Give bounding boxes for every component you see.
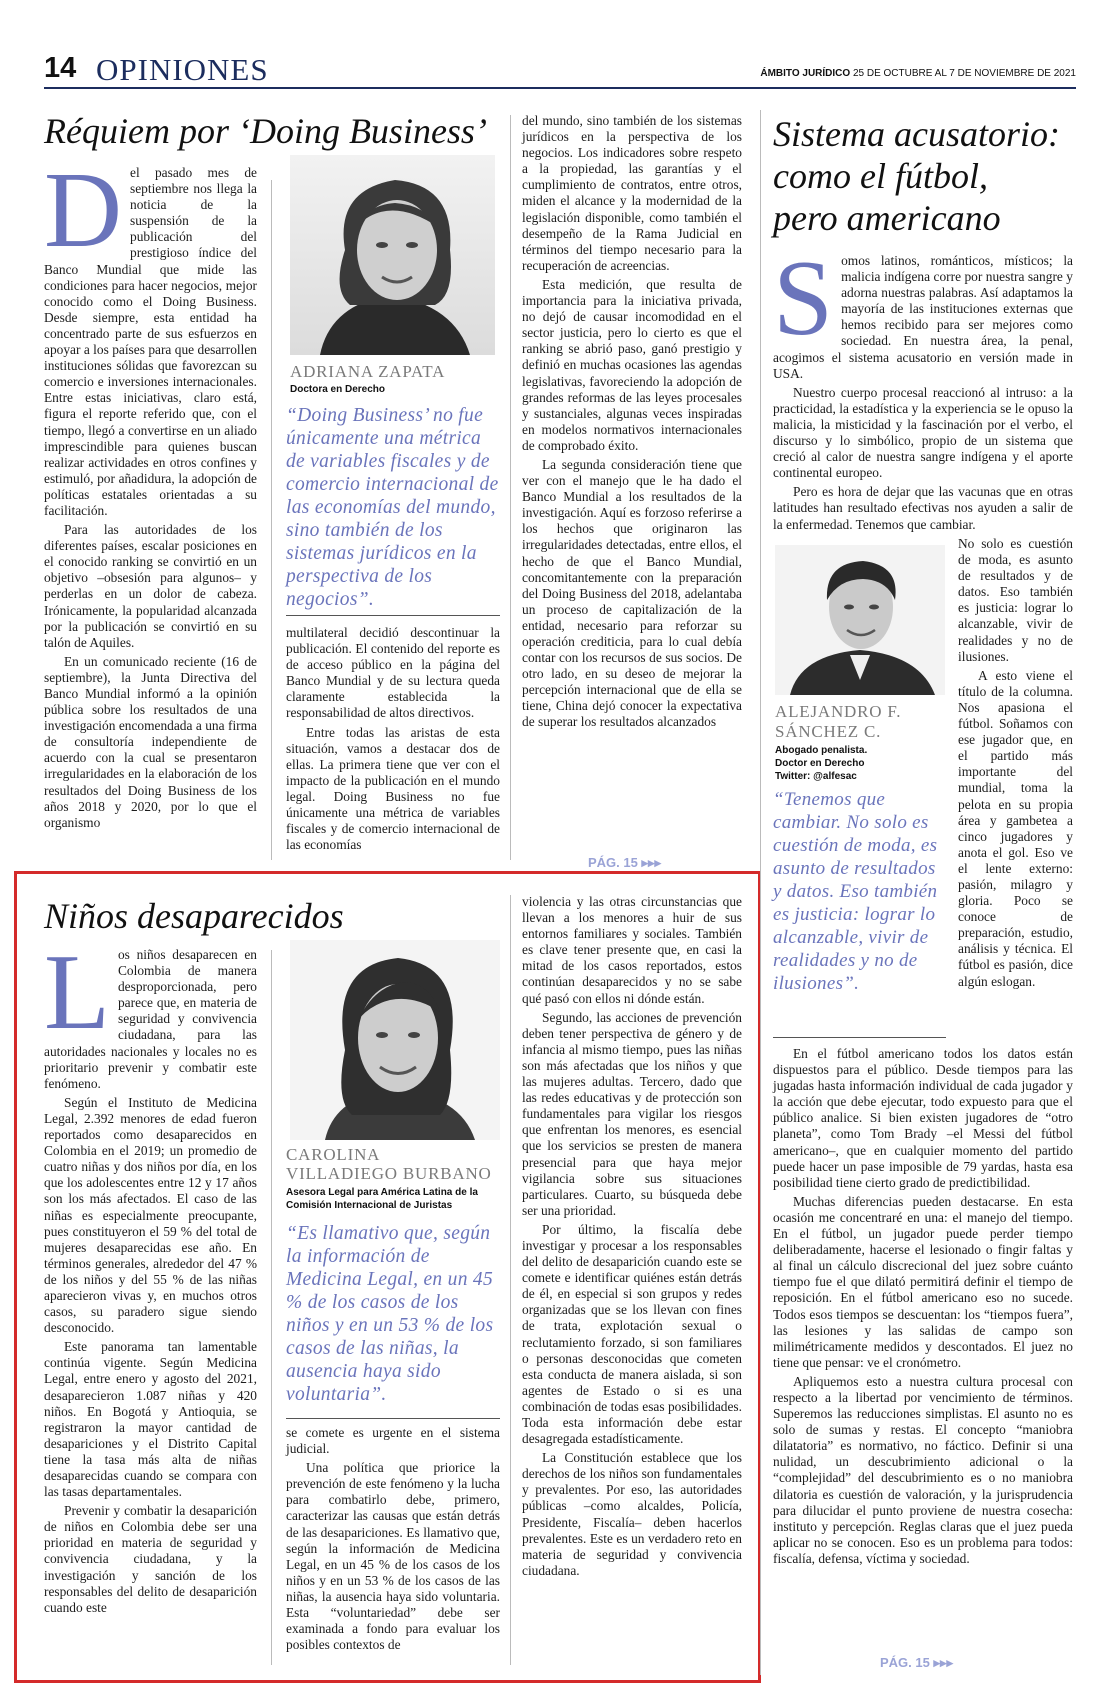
article2-col3: [522, 894, 742, 1582]
article3-title-line2: como el fútbol,: [773, 156, 988, 196]
article1-paragraph: La segunda consideración tiene que ver con el manejo que le ha dado el Banco Mundial a los resultados de la investigación. Aquí es forzoso referirse a los hechos que originaron las irregularidades detectadas, entre ellos, el hecho de que el Banco Mundial, concomitantemente con la preparación del Doing Business del 2018, adelantaba un proceso de capitalización de la entidad, necesario para reforzar su operación crediticia, para lo cual debía contar con los recursos de sus socios. De otro lado, en su deseo de mejorar la percepción internacional que de ella se tiene, China dejó conocer la expectativa de superar los resultados alcanzados: [522, 456, 742, 730]
article3-author-name-line2: SÁNCHEZ C.: [775, 722, 882, 741]
quote-rule: [286, 615, 500, 616]
article3-author-role-2: Doctor en Derecho: [775, 758, 865, 769]
column-divider: [760, 110, 761, 1675]
header-rule: [44, 87, 1076, 89]
article1-dropcap: D: [44, 151, 122, 270]
article1-title: Réquiem por ‘Doing Business’: [44, 111, 487, 151]
article3-author-name-line1: ALEJANDRO F.: [775, 702, 902, 721]
column-divider: [510, 115, 511, 860]
article2-author-role: Asesora Legal para América Latina de la Comisión Internacional de Juristas: [286, 1187, 478, 1211]
article2-paragraph: Prevenir y combatir la desaparición de niños en Colombia debe ser una prioridad en materia de seguridad y convivencia ciudadana, y la investigación y sanción de los responsables del delito de desaparición cuando este: [44, 1503, 257, 1615]
article2-paragraph: Por último, la fiscalía debe investigar y procesar a los responsables del delito de desaparición cuando este se comete e identificar quiénes están detrás de él, en especial si son grupos y redes organizadas que se los llevan con fines de trata, explotación sexual o reclutamiento forzado, si son familiares o personas desconocidas que cometen esta conducta de manera aislada, si son agentes de Estado o si es una combinación de todas esas posibilidades. Toda esta información debe estar desagregada estadísticamente.: [522, 1221, 742, 1447]
quote-rule: [286, 1418, 500, 1419]
article2-author-name-line1: CAROLINA: [286, 1145, 381, 1164]
article3-pull-quote: “Tenemos que cambiar. No solo es cuestión de moda, es asunto de resultados y datos. Eso también es justicia: lograr lo alcanzable, vivir de realidades y no de ilusiones”.: [773, 789, 938, 994]
article3-dropcap: S: [773, 239, 834, 358]
article1-paragraph: del mundo, sino también de los sistemas jurídicos en la perspectiva de los negocios. Los indicadores sobre respeto a la propiedad, las garantías y el cumplimiento de contratos, entre otros, miden el alcance y la modernidad de la legislación disponible, como también el desempeño de la Rama Judicial en términos del tiempo necesario para la recuperación de acreencias.: [522, 113, 742, 273]
article3-paragraph: No solo es cuestión de moda, es asunto de resultados y de datos. Eso también es justicia: lograr lo alcanzable, vivir de realidades y no de ilusiones.: [958, 536, 1073, 664]
article1-paragraph: Para las autoridades de los diferentes países, escalar posiciones en el conocido ranking se convirtió en un objetivo –obsesión para algunos– y perderlas en un dolor de cabeza. Irónicamente, la popularidad alcanzada por la publicación se convirtió en su talón de Aquiles.: [44, 522, 257, 650]
article3-title: [773, 113, 1083, 239]
article3-title-line3: pero americano: [773, 198, 1001, 238]
column-divider: [271, 950, 272, 1665]
article2-paragraph: violencia y las otras circunstancias que llevan a los menores a huir de sus entornos familiares y sociales. También es clave tener presente que, en casi la mitad de los casos reportados, estos continúan desaparecidos y no se sabe qué pasó con ellos ni dónde están.: [522, 894, 742, 1006]
article1-paragraph: Esta medición, que resulta de importancia para la iniciativa privada, no dejó de causar incomodidad en el sector justicia, pero lo cierto es que el ranking se abrió paso, ganó prestigio y definió en muchas ocasiones las agendas legislativas, favoreciendo la adopción de grandes reformas de las leyes procesales y sustanciales, algunas veces inspiradas en modelos normativos internacionales de comprobado éxito.: [522, 276, 742, 453]
article3-intro: [773, 239, 1073, 536]
article2-col2: [286, 1425, 500, 1656]
article2-paragraph: Una política que priorice la prevención de este fenómeno y la lucha para combatirlo debe, primero, caracterizar las causas que están detrás de las desapariciones. Es llamativo que, según la información de Medicina Legal, en un 45 % de los casos de los niños y en un 53 % de los casos de las niñas, la ausencia haya sido voluntaria. Esta “voluntariedad” debe ser examinada a fondo para evaluar los posibles contextos de: [286, 1460, 500, 1653]
article1-col1: [44, 151, 257, 834]
column-divider: [510, 895, 511, 1665]
article1-author-role: Doctora en Derecho: [290, 384, 386, 395]
issue-dates: 25 DE OCTUBRE AL 7 DE NOVIEMBRE DE 2021: [852, 68, 1076, 79]
article3-paragraph: omos latinos, románticos, místicos; la malicia indígena corre por nuestra sangre y adorna nuestras palabras. Así adaptamos la mayoría de las instituciones externas que hemos recibido para ser mejores como sociedad. En nuestra área, la penal, acogimos el sistema acusatorio en versión made in USA.: [773, 253, 1073, 381]
article3-paragraph: A esto viene el título de la columna. Nos apasiona el fútbol. Soñamos con ese jugador que, en el partido más importante del mundial, toma la pelota en su propia área y gambetea a cinco jugadores y anota el gol. Eso ve el lente externo: pasión, milagro y gloria. Poco se conoce de preparación, estudio, análisis y técnica. El fútbol es pasión, dice algún eslogan.: [958, 667, 1073, 989]
article3-paragraph: En el fútbol americano todos los datos están dispuestos para el público. Desde tiempos para las jugadas hasta información individual de cada jugador y la acción que debe ejecutar, todo expuesto para que el público analice. Si bien existen jugadores de “otro planeta”, como Tom Brady –el Messi del fútbol americano–, que en cualquier momento del partido puede hacer un pase imposible de 79 yardas, hasta esa posibilidad tiene cierto grado de predictibilidad.: [773, 1046, 1073, 1190]
article2-title: Niños desaparecidos: [44, 896, 344, 936]
article1-paragraph: En un comunicado reciente (16 de septiembre), la Junta Directiva del Banco Mundial informó a la opinión pública sobre los resultados de una investigación encomendada a una firma de consultoría independiente de acuerdo con la cual se presentaron irregularidades en la elaboración de los resultados del Doing Business de los años 2018 y 2020, por lo que el organismo: [44, 653, 257, 830]
article2-dropcap: L: [44, 933, 110, 1052]
article2-paragraph: La Constitución establece que los derechos de los niños son fundamentales y prevalentes. Por eso, las autoridades públicas –como alcaldes, Policía, Presidente, Fiscalía– deben hacerlos prevalentes. Este es un verdadero reto en materia de seguridad y convivencia ciudadana.: [522, 1450, 742, 1578]
page-number: 14: [44, 52, 77, 84]
article2-col1: [44, 933, 257, 1619]
article3-paragraph: Nuestro cuerpo procesal reaccionó al intruso: a la practicidad, la estadística y la experiencia se le opuso la malicia, la misticidad y la fascinación por el verbo, el discurso y lo simbólico, propio de un sistema que creció al calor de nuestra sangre indígena y el aporte continental europeo.: [773, 384, 1073, 481]
masthead: [760, 68, 1076, 79]
publication-name: ÁMBITO JURÍDICO: [760, 68, 851, 79]
article2-pull-quote: “Es llamativo que, según la información de Medicina Legal, en un 45 % de los casos de los niños y en un 53 % de los casos de las niñas, la ausencia haya sido voluntaria”.: [286, 1223, 494, 1405]
article2-paragraph: Segundo, las acciones de prevención deben tener perspectiva de género y de infancia al mismo tiempo, pues las niñas son más afectadas que los niños y que las mujeres adultas. Tercero, dado que las redes educativas y de protección son fundamentales para vigilar los riesgos que enfrentan los menores, es esencial que los servicios se presten de manera presencial para que haya mejor vigilancia sobre sus situaciones particulares. Cuarto, su búsqueda debe ser una prioridad.: [522, 1009, 742, 1218]
article2-paragraph: os niños desaparecen en Colombia de manera desproporcionada, pero parece que, en materia de seguridad y convivencia ciudadana, para las autoridades nacionales y locales no es prioritario prevenir y combatir este fenómeno.: [44, 947, 257, 1091]
article2-paragraph: Este panorama tan lamentable continúa vigente. Según Medicina Legal, entre enero y agosto del 2021, desaparecieron 1.087 niñas y 420 niños. En Bogotá y Antioquia, se registraron la mayor cantidad de desapariciones y el Distrito Capital tiene la tasa más alta de niñas desaparecidas cuando se compara con las tasas departamentales.: [44, 1339, 257, 1500]
article3-continued-link[interactable]: PÁG. 15 ▸▸▸: [880, 1655, 954, 1670]
article3-twitter-handle[interactable]: Twitter: @alfesac: [775, 771, 857, 782]
article3-paragraph: Muchas diferencias pueden destacarse. En esta ocasión me concentraré en una: el manejo del tiempo. En el fútbol, un jugador puede perder tiempo deliberadamente, hacerse el lesionado o fingir faltas y al final un cálculo discrecional del juez sobre cuánto tiempo fue el que dilató permitirá definir el tiempo de reposición. En el fútbol americano eso no sucede. Todos esos tiempos se descuentan: los “tiempos fuera”, las lesiones y las salidas de campo son milimétricamente medidos y descontados. El juez no tiene que pensar: ve el cronómetro.: [773, 1193, 1073, 1370]
article1-pull-quote: “Doing Business’ no fue únicamente una métrica de variables fiscales y de comercio internacional de las economías del mundo, sino también de los sistemas jurídicos en la perspectiva de los negocios”.: [286, 405, 499, 610]
article3-author-role-1: Abogado penalista.: [775, 745, 868, 756]
article3-paragraph: Apliquemos esto a nuestra cultura procesal con respecto a la libertad por vencimiento de términos. Superemos las reducciones simplistas. El asunto no es solo de sumas y restas. El concepto “maniobra dilatatoria” es normativo, no fáctico. Definir si una nulidad, un descubrimiento adicional o la “complejidad” del descubrimiento es o no maniobra dilatoria es cuestión de valoración, y la jurisprudencia para dilucidar el punto proviene de nuestra cosecha: instituto y percepción. Reglas claras que el juez pueda aplicar no se conocen. Eso es un problema para todos: fiscalía, defensa, víctima y sociedad.: [773, 1373, 1073, 1566]
article1-paragraph: Entre todas las aristas de esta situación, vamos a destacar dos de ellas. La primera tiene que ver con el impacto de la publicación en el mundo legal. Doing Business no fue únicamente una métrica de variables fiscales y de comercio internacional de las economías: [286, 724, 500, 853]
author-photo-alejandro: [775, 545, 945, 695]
article3-body: [773, 1046, 1073, 1570]
article3-title-line1: Sistema acusatorio:: [773, 114, 1060, 154]
article1-paragraph: el pasado mes de septiembre nos llega la noticia de la suspensión de la publicación del prestigioso índice del Banco Mundial que mide las condiciones para hacer negocios, mejor conocido como el Doing Business. Desde siempre, esta entidad ha concentrado parte de sus esfuerzos en apoyar a los países para que desarrollen instituciones sólidas que favorezcan su comercio e inversiones internacionales. Entre estas iniciativas, claro está, figura el reporte referido que, con el tiempo, llegó a convertirse en un aliado imprescindible para quienes buscan realizar actividades en otros confines y estimuló, por añadidura, la adopción de políticas estatales orientadas a su facilitación.: [44, 165, 257, 518]
article3-side-column: [958, 536, 1073, 993]
article1-author-name: ADRIANA ZAPATA: [290, 362, 446, 381]
article3-paragraph: Pero es hora de dejar que las vacunas que en otras latitudes han resultado efectivas nos ayuden a salir de la enfermedad. Tenemos que cambiar.: [773, 484, 1073, 532]
article1-paragraph: multilateral decidió descontinuar la publicación. El contenido del reporte es de acceso público en la página del Banco Mundial y de su lectura queda claramente establecida la responsabilidad de altos directivos.: [286, 625, 500, 721]
author-photo-adriana: [290, 155, 495, 355]
quote-rule: [773, 1037, 946, 1038]
article1-col2: [286, 625, 500, 856]
article2-paragraph: Según el Instituto de Medicina Legal, 2.392 menores de edad fueron reportados como desaparecidos en Colombia en el 2019; un promedio de cuatro niñas y dos niños por día, en los que los adolescentes entre 12 y 17 años son los más afectados. El caso de las niñas es especialmente preocupante, pues constituyeron el 59 % del total de mujeres desaparecidas ese año. En términos generales, alrededor del 47 % de los niños y del 55 % de las niñas aparecieron vivas y, en muchos otros casos, su paradero sigue siendo desconocido.: [44, 1094, 257, 1336]
author-photo-carolina: [290, 940, 500, 1140]
article1-col3: [522, 113, 742, 734]
article2-paragraph: se comete es urgente en el sistema judicial.: [286, 1425, 500, 1457]
column-divider: [271, 180, 272, 860]
article1-continued-link[interactable]: PÁG. 15 ▸▸▸: [588, 855, 662, 870]
article2-author-name-line2: VILLADIEGO BURBANO: [286, 1164, 492, 1183]
section-title: OPINIONES: [96, 52, 269, 87]
